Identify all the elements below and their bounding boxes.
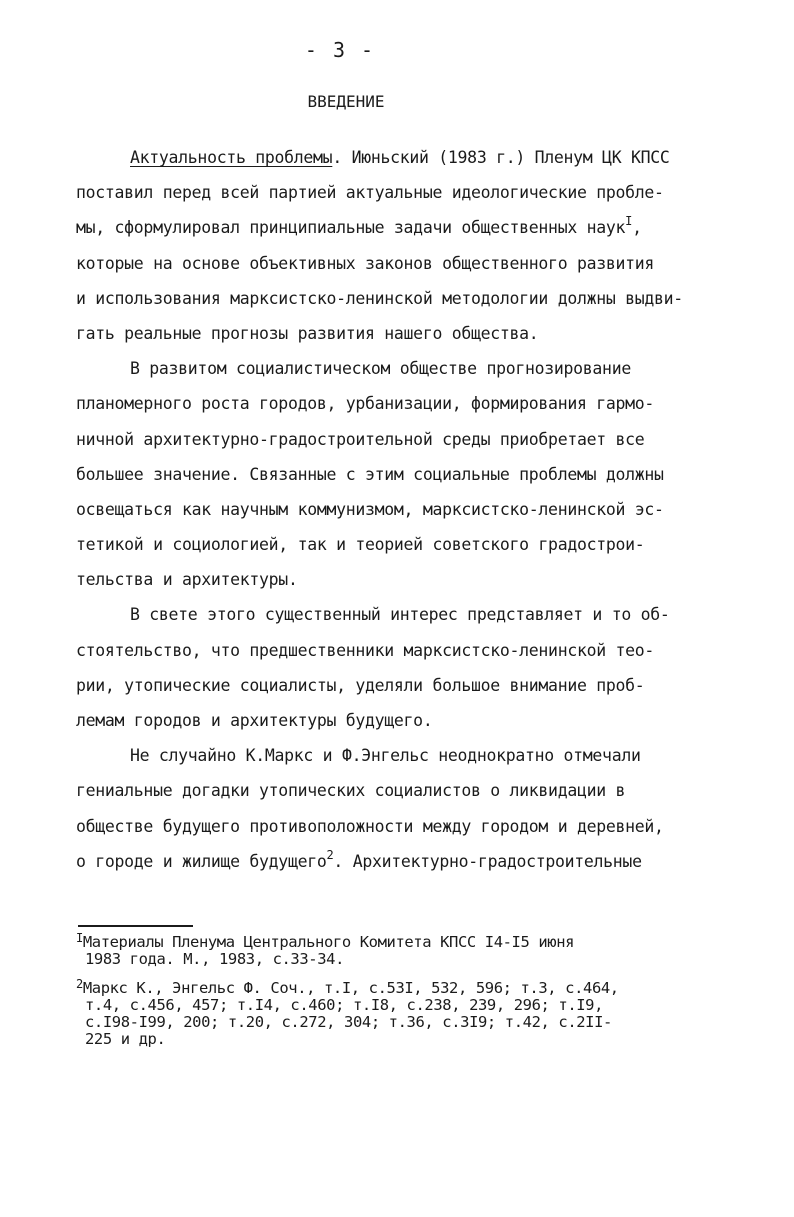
line-text: мы, сформулировал принципиальные задачи общественных наук — [76, 218, 626, 238]
line-text: , — [632, 218, 642, 238]
text-line: поставил перед всей партией актуальные идеологические пробле- — [76, 183, 664, 203]
line-text: . Архитектурно-градостроительные — [333, 851, 642, 871]
text-line: рии, утопические социалисты, уделяли большое внимание проб- — [76, 675, 645, 695]
footnote-line — [76, 977, 746, 997]
text-line: гать реальные прогнозы развития нашего общества. — [76, 323, 539, 343]
footnote-line — [76, 931, 746, 951]
underlined-phrase: Актуальность проблемы — [130, 148, 333, 167]
text-line: лемам городов и архитектуры будущего. — [76, 711, 433, 730]
footnote-ref: 2 — [326, 847, 334, 862]
text-line — [76, 844, 738, 879]
text-line: Не случайно К.Маркс и Ф.Энгельс неоднократно отмечали — [130, 746, 641, 766]
text-line: тельства и архитектуры. — [76, 570, 298, 590]
text-line: тетикой и социологией, так и теорией советского градострои- — [76, 535, 645, 555]
footnote-ref: I — [625, 214, 633, 229]
footnotes — [76, 931, 746, 1060]
section-heading: ВВЕДЕНИЕ — [307, 92, 385, 111]
footnote-text: Маркс К., Энгельс Ф. Соч., т.I, с.53I, 532, 596; т.3, с.464, — [82, 979, 619, 997]
body-text — [76, 140, 738, 879]
page-number: - 3 - — [304, 38, 376, 62]
text-line: обществе будущего противоположности между городом и деревней, — [76, 816, 664, 836]
footnote-line: с.I98-I99, 200; т.20, с.272, 304; т.36, с.3I9; т.42, с.2II- — [85, 1013, 612, 1031]
text-line: которые на основе объективных законов общественного развития — [76, 253, 655, 273]
text-line: и использования марксистско-ленинской методологии должны выдви- — [76, 288, 683, 308]
text-line: большее значение. Связанные с этим социальные проблемы должны — [76, 464, 664, 484]
footnote-line: т.4, с.456, 457; т.I4, с.460; т.I8, с.238, 239, 296; т.I9, — [85, 996, 604, 1014]
text-line: В развитом социалистическом обществе прогнозирование — [130, 359, 631, 379]
footnote-mark: 2 — [76, 977, 83, 991]
text-line — [76, 210, 738, 245]
line-text: . Июньский (1983 г.) Пленум ЦК КПСС — [332, 148, 670, 167]
text-line: гениальные догадки утопических социалистов о ликвидации в — [76, 781, 626, 801]
text-line: освещаться как научным коммунизмом, марксистско-ленинской эс- — [76, 499, 664, 519]
footnote-line: 1983 года. М., 1983, с.33-34. — [85, 950, 345, 968]
footnote-line: 225 и др. — [85, 1030, 166, 1048]
footnote-mark: I — [76, 931, 83, 945]
line-text: о городе и жилище будущего — [76, 851, 327, 871]
footnote-2 — [76, 977, 746, 1048]
text-line — [76, 140, 738, 175]
footnote-text: Материалы Пленума Центрального Комитета КПСС I4-I5 июня — [82, 933, 575, 951]
text-line: В свете этого существенный интерес представляет и то об- — [130, 605, 670, 625]
footnote-1 — [76, 931, 746, 968]
footnote-divider — [78, 925, 193, 927]
text-line: планомерного роста городов, урбанизации, формирования гармо- — [76, 394, 655, 414]
text-line: стоятельство, что предшественники марксистско-ленинской тео- — [76, 640, 655, 660]
text-line: ничной архитектурно-градостроительной среды приобретает все — [76, 429, 645, 449]
